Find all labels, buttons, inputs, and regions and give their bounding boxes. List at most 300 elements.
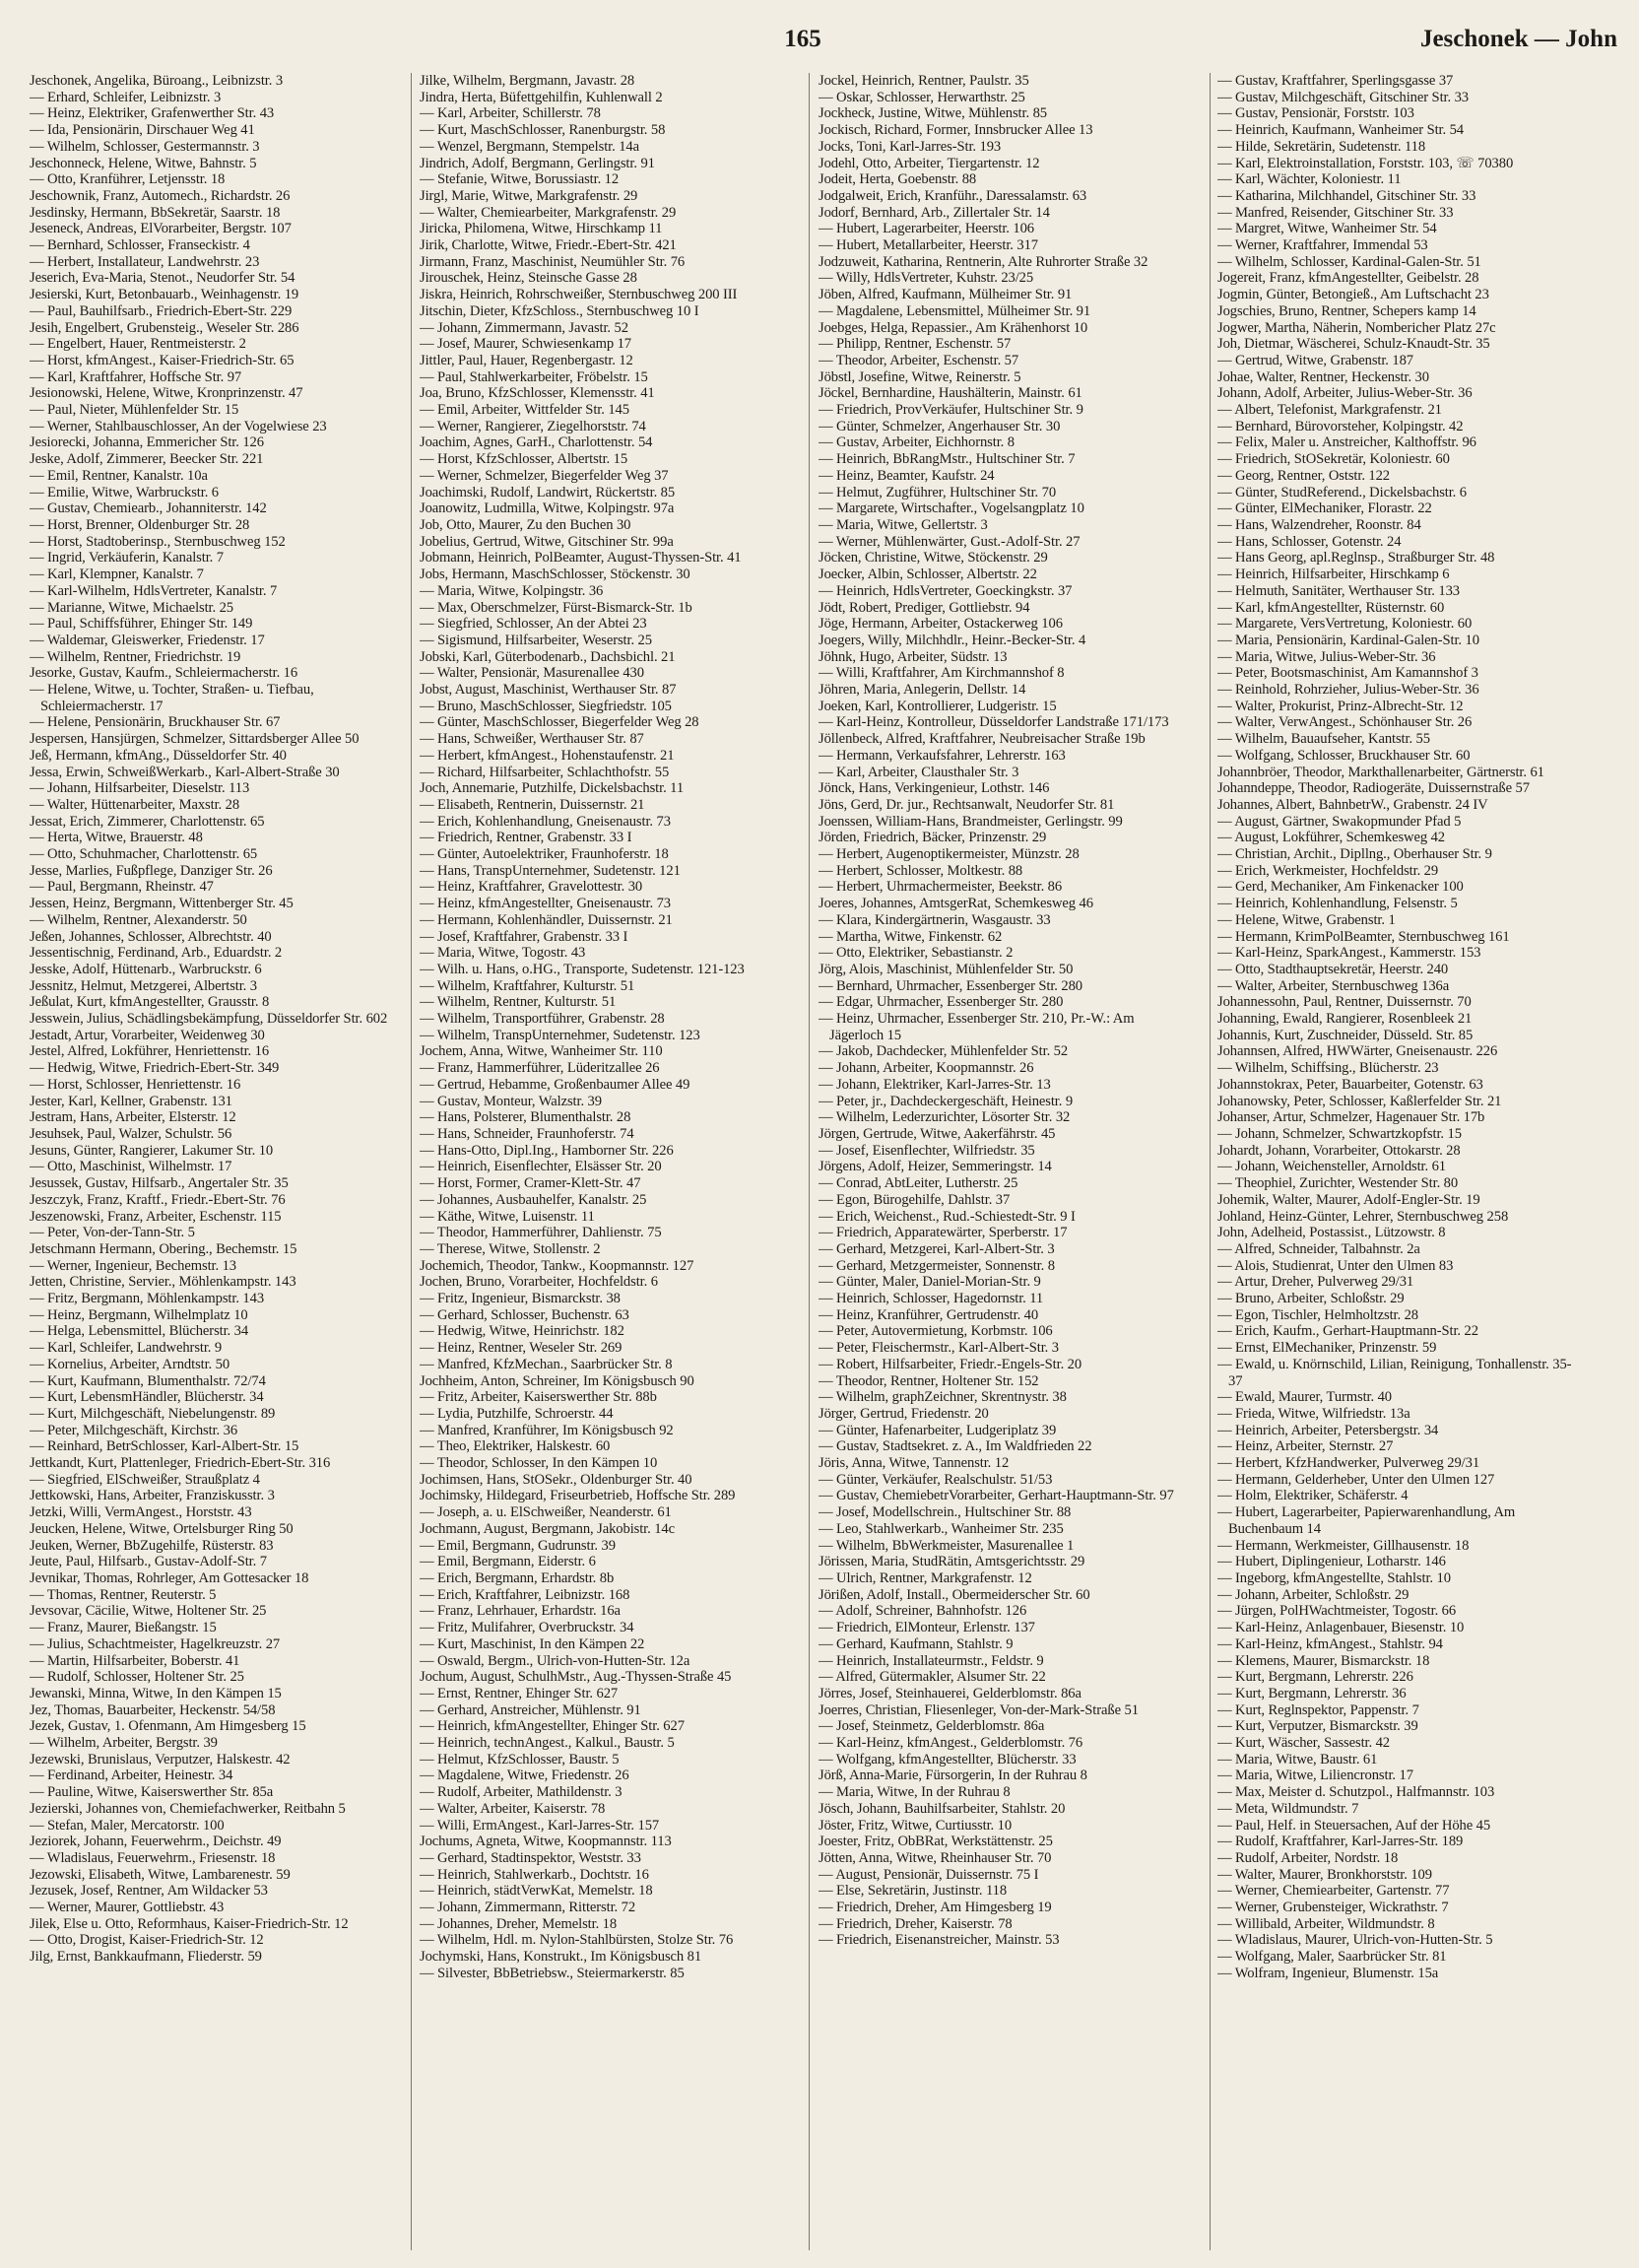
- directory-entry: Jeuken, Werner, BbZugehilfe, Rüsterstr. 83: [30, 1537, 274, 1554]
- directory-entry: Jockel, Heinrich, Rentner, Paulstr. 35: [819, 73, 1029, 89]
- directory-entry: — Paul, Bergmann, Rheinstr. 47: [30, 879, 214, 896]
- directory-entry: — Martin, Hilfsarbeiter, Boberstr. 41: [30, 1652, 240, 1669]
- directory-entry: — Werner, Rangierer, Ziegelhorststr. 74: [420, 418, 646, 434]
- directory-entry: — Emil, Rentner, Kanalstr. 10a: [30, 467, 208, 484]
- directory-entry: Jodehl, Otto, Arbeiter, Tiergartenstr. 12: [819, 155, 1040, 171]
- directory-entry: Jörgen, Gertrude, Witwe, Aakerfährstr. 45: [819, 1126, 1056, 1142]
- directory-entry: — Ewald, Maurer, Turmstr. 40: [1217, 1389, 1393, 1406]
- directory-entry: — Otto, Stadthauptsekretär, Heerstr. 240: [1217, 961, 1449, 977]
- page-number: 165: [784, 26, 821, 52]
- directory-entry: Jobelius, Gertrud, Witwe, Gitschiner Str. 99a: [420, 533, 674, 550]
- directory-entry: — Kurt, Bergmann, Lehrerstr. 36: [1217, 1685, 1407, 1701]
- directory-entry: — Ingeborg, kfmAngestellte, Stahlstr. 10: [1217, 1569, 1451, 1586]
- directory-entry: Jirik, Charlotte, Witwe, Friedr.-Ebert-Str. 421: [420, 237, 677, 254]
- directory-entry: — Emilie, Witwe, Warbruckstr. 6: [30, 484, 219, 500]
- directory-entry: Johanser, Artur, Schmelzer, Hagenauer Str. 17b: [1217, 1109, 1485, 1126]
- directory-entry: — Heinz, Kranführer, Gertrudenstr. 40: [819, 1306, 1039, 1323]
- directory-entry: — Kurt, LebensmHändler, Blücherstr. 34: [30, 1389, 264, 1406]
- directory-entry: — Paul, Bauhilfsarb., Friedrich-Ebert-Str. 229: [30, 302, 293, 319]
- directory-entry: — Erich, Kaufm., Gerhart-Hauptmann-Str. 22: [1217, 1323, 1478, 1340]
- directory-entry: — Karl, Wächter, Koloniestr. 11: [1217, 171, 1402, 188]
- directory-entry: — Otto, Schuhmacher, Charlottenstr. 65: [30, 846, 258, 863]
- directory-entry: — Franz, Maurer, Bießangstr. 15: [30, 1620, 217, 1636]
- directory-entry: — Erich, Kohlenhandlung, Gneisenaustr. 73: [420, 813, 671, 830]
- directory-entry: Johann, Adolf, Arbeiter, Julius-Weber-Str. 36: [1217, 385, 1473, 402]
- directory-entry: — Werner, Schmelzer, Biegerfelder Weg 37: [420, 467, 669, 484]
- directory-entry: — Johann, Elektriker, Karl-Jarres-Str. 13: [819, 1076, 1051, 1093]
- directory-entry: — Karl-Wilhelm, HdlsVertreter, Kanalstr. 7: [30, 582, 278, 599]
- directory-entry: — Otto, Elektriker, Sebastianstr. 2: [819, 945, 1014, 962]
- directory-entry: — Marianne, Witwe, Michaelstr. 25: [30, 599, 233, 616]
- directory-entry: — Heinz, Beamter, Kaufstr. 24: [819, 467, 995, 484]
- directory-entry: — Philipp, Rentner, Eschenstr. 57: [819, 336, 1012, 353]
- directory-entry: — Maria, Witwe, Togostr. 43: [420, 945, 586, 962]
- directory-entry: Jettkowski, Hans, Arbeiter, Franziskusstr. 3: [30, 1488, 275, 1504]
- directory-entry: — Josef, Kraftfahrer, Grabenstr. 33 I: [420, 928, 628, 945]
- directory-entry: Jezewski, Brunislaus, Verputzer, Halskestr. 42: [30, 1751, 291, 1768]
- directory-entry: Johannbröer, Theodor, Markthallenarbeiter, Gärtnerstr. 61: [1217, 764, 1544, 780]
- directory-entry: — Gertrud, Hebamme, Großenbaumer Allee 49: [420, 1076, 690, 1093]
- directory-entry: — Gertrud, Witwe, Grabenstr. 187: [1217, 352, 1413, 368]
- directory-entry: — Maria, Witwe, Gellertstr. 3: [819, 516, 988, 533]
- directory-entry: — Heinrich, BbRangMstr., Hultschiner Str. 7: [819, 451, 1076, 468]
- directory-entry: Jettkandt, Kurt, Plattenleger, Friedrich-Ebert-Str. 316: [30, 1455, 331, 1472]
- directory-entry: — Horst, KfzSchlosser, Albertstr. 15: [420, 451, 628, 468]
- directory-entry: — Helmuth, Sanitäter, Werthauser Str. 133: [1217, 582, 1460, 599]
- directory-entry: — Hans, Walzendreher, Roonstr. 84: [1217, 516, 1421, 533]
- directory-entry: — Ferdinand, Arbeiter, Heinestr. 34: [30, 1768, 233, 1784]
- directory-entry: Johannstokrax, Peter, Bauarbeiter, Gotenstr. 63: [1217, 1076, 1483, 1093]
- directory-entry: — Willibald, Arbeiter, Wildmundstr. 8: [1217, 1915, 1435, 1932]
- directory-entry: Joh, Dietmar, Wäscherei, Schulz-Knaudt-Str. 35: [1217, 336, 1490, 353]
- directory-entry: — Peter, Milchgeschäft, Kirchstr. 36: [30, 1422, 238, 1438]
- directory-entry: Jittler, Paul, Hauer, Regenbergastr. 12: [420, 352, 633, 368]
- directory-entry: — Peter, Fleischermstr., Karl-Albert-Str. 3: [819, 1340, 1059, 1357]
- directory-entry: — Wilhelm, Rentner, Alexanderstr. 50: [30, 911, 247, 928]
- directory-entry: — Egon, Bürogehilfe, Dahlstr. 37: [819, 1191, 1011, 1208]
- directory-entry: Jochimsen, Hans, StOSekr., Oldenburger Str. 40: [420, 1471, 692, 1488]
- directory-entry: — Rudolf, Arbeiter, Nordstr. 18: [1217, 1849, 1399, 1866]
- directory-entry: — Johannes, Ausbauhelfer, Kanalstr. 25: [420, 1191, 647, 1208]
- directory-entry: Johannes, Albert, BahnbetrW., Grabenstr. 24 IV: [1217, 796, 1488, 813]
- directory-entry: Jetten, Christine, Servier., Möhlenkampstr. 143: [30, 1274, 296, 1291]
- directory-entry: Jeserich, Eva-Maria, Stenot., Neudorfer Str. 54: [30, 270, 295, 287]
- directory-entry: — Heinz, Rentner, Weseler Str. 269: [420, 1340, 623, 1357]
- directory-entry: — Leo, Stahlwerkarb., Wanheimer Str. 235: [819, 1520, 1064, 1537]
- directory-entry: — Johann, Hilfsarbeiter, Dieselstr. 113: [30, 780, 250, 797]
- directory-entry: Jödt, Robert, Prediger, Gottliebstr. 94: [819, 599, 1030, 616]
- directory-entry: — Helga, Lebensmittel, Blücherstr. 34: [30, 1323, 249, 1340]
- directory-entry: — Siegfried, Schlosser, An der Abtei 23: [420, 616, 647, 633]
- directory-entry: — Heinz, Kraftfahrer, Gravelottestr. 30: [420, 879, 643, 896]
- directory-entry: — Günter, MaschSchlosser, Biegerfelder Weg 28: [420, 714, 699, 731]
- directory-entry: — Holm, Elektriker, Schäferstr. 4: [1217, 1488, 1409, 1504]
- directory-entry: — Peter, Autovermietung, Korbmstr. 106: [819, 1323, 1053, 1340]
- directory-entry: Johland, Heinz-Günter, Lehrer, Sternbuschweg 258: [1217, 1208, 1509, 1225]
- directory-entry: — Reinhard, BetrSchlosser, Karl-Albert-Str. 15: [30, 1438, 299, 1455]
- directory-entry: Jochheim, Anton, Schreiner, Im Königsbusch 90: [420, 1372, 694, 1389]
- directory-entry: — Walter, Hüttenarbeiter, Maxstr. 28: [30, 796, 240, 813]
- directory-entry: — Wilhelm, TranspUnternehmer, Sudetenstr. 123: [420, 1027, 700, 1043]
- directory-entry: — Hans-Otto, Dipl.Ing., Hamborner Str. 226: [420, 1142, 674, 1159]
- directory-entry: — Emil, Bergmann, Gudrunstr. 39: [420, 1537, 616, 1554]
- directory-entry: — Emil, Bergmann, Eiderstr. 6: [420, 1554, 596, 1570]
- directory-entry: — Erich, Weichenst., Rud.-Schiestedt-Str. 9 I: [819, 1208, 1076, 1225]
- directory-entry: — Kurt, MaschSchlosser, Ranenburgstr. 58: [420, 122, 666, 139]
- directory-entry: — Herta, Witwe, Brauerstr. 48: [30, 830, 203, 846]
- directory-entry: — Gustav, Monteur, Walzstr. 39: [420, 1093, 602, 1109]
- directory-entry: — Silvester, BbBetriebsw., Steiermarkerstr. 85: [420, 1965, 685, 1981]
- directory-column-4: [1217, 73, 1584, 2255]
- directory-entry: — Sigismund, Hilfsarbeiter, Weserstr. 25: [420, 632, 652, 648]
- directory-entry: — Hermann, Verkaufsfahrer, Lehrerstr. 163: [819, 747, 1066, 764]
- directory-entry: — Wilhelm, Hdl. m. Nylon-Stahlbürsten, Stolze Str. 76: [420, 1932, 734, 1949]
- directory-entry: Jodgalweit, Erich, Kranführ., Daressalamstr. 63: [819, 187, 1087, 204]
- directory-entry: — Martha, Witwe, Finkenstr. 62: [819, 928, 1003, 945]
- directory-entry: — Heinrich, Arbeiter, Petersbergstr. 34: [1217, 1422, 1439, 1438]
- directory-entry: — Franz, Lehrhauer, Erhardstr. 16a: [420, 1603, 621, 1620]
- directory-entry: Jogereit, Franz, kfmAngestellter, Geibelstr. 28: [1217, 270, 1479, 287]
- directory-entry: Jesih, Engelbert, Grubensteig., Weseler Str. 286: [30, 319, 299, 336]
- directory-entry: — Frieda, Witwe, Wilfriedstr. 13a: [1217, 1405, 1410, 1422]
- directory-entry: Joester, Fritz, ObBRat, Werkstättenstr. 25: [819, 1834, 1053, 1850]
- directory-entry: — Hilde, Sekretärin, Sudetenstr. 118: [1217, 138, 1426, 155]
- directory-entry: — Georg, Rentner, Oststr. 122: [1217, 467, 1391, 484]
- directory-entry: — Karl, Arbeiter, Schillerstr. 78: [420, 105, 601, 122]
- directory-entry: — Erhard, Schleifer, Leibnizstr. 3: [30, 89, 222, 105]
- directory-entry: — Gustav, Chemiearb., Johanniterstr. 142: [30, 500, 267, 517]
- directory-entry: — Therese, Witwe, Stollenstr. 2: [420, 1240, 601, 1257]
- directory-entry: Jöllenbeck, Alfred, Kraftfahrer, Neubreisacher Straße 19b: [819, 731, 1146, 748]
- directory-entry: Jöben, Alfred, Kaufmann, Mülheimer Str. 91: [819, 287, 1073, 303]
- directory-entry: — Horst, Stadtoberinsp., Sternbuschweg 152: [30, 533, 286, 550]
- directory-entry: Jeß, Hermann, kfmAng., Düsseldorfer Str. 40: [30, 747, 287, 764]
- directory-entry: — Otto, Maschinist, Wilhelmstr. 17: [30, 1159, 232, 1175]
- directory-entry: Jesionowski, Helene, Witwe, Kronprinzenstr. 47: [30, 385, 303, 402]
- directory-entry: Job, Otto, Maurer, Zu den Buchen 30: [420, 516, 631, 533]
- directory-entry: — Karl-Heinz, Anlagenbauer, Biesenstr. 10: [1217, 1620, 1465, 1636]
- directory-entry: — Pauline, Witwe, Kaiserswerther Str. 85a: [30, 1784, 274, 1801]
- directory-entry: — Julius, Schachtmeister, Hagelkreuzstr. 27: [30, 1635, 281, 1652]
- directory-entry: — Ulrich, Rentner, Markgrafenstr. 12: [819, 1569, 1032, 1586]
- directory-entry: Johardt, Johann, Vorarbeiter, Ottokarstr. 28: [1217, 1142, 1461, 1159]
- directory-entry: Johanndeppe, Theodor, Radiogeräte, Duissernstraße 57: [1217, 780, 1530, 797]
- directory-entry: Jevsovar, Cäcilie, Witwe, Holtener Str. 25: [30, 1603, 267, 1620]
- directory-entry: Jindrich, Adolf, Bergmann, Gerlingstr. 91: [420, 155, 655, 171]
- directory-entry: Jöns, Gerd, Dr. jur., Rechtsanwalt, Neudorfer Str. 81: [819, 796, 1115, 813]
- directory-entry: Jeschownik, Franz, Automech., Richardstr. 26: [30, 187, 291, 204]
- directory-entry: — Maria, Witwe, Liliencronstr. 17: [1217, 1768, 1413, 1784]
- directory-entry: — Wilh. u. Hans, o.HG., Transporte, Sudetenstr. 121-123: [420, 961, 745, 977]
- directory-entry: — Ewald, u. Knörnschild, Lilian, Reinigung, Tonhallenstr. 35-37: [1217, 1356, 1572, 1389]
- directory-entry: Johemik, Walter, Maurer, Adolf-Engler-Str. 19: [1217, 1191, 1480, 1208]
- directory-entry: — Friedrich, Eisenanstreicher, Mainstr. 53: [819, 1932, 1060, 1949]
- directory-entry: — Heinrich, HdlsVertreter, Goeckingkstr. 37: [819, 582, 1073, 599]
- directory-entry: Jessentischnig, Ferdinand, Arb., Eduardstr. 2: [30, 945, 283, 962]
- directory-entry: Jeschonek, Angelika, Büroang., Leibnizstr. 3: [30, 73, 284, 89]
- directory-entry: — Wilhelm, Schlosser, Kardinal-Galen-Str. 51: [1217, 253, 1481, 270]
- directory-entry: — Günter, Maler, Daniel-Morian-Str. 9: [819, 1274, 1041, 1291]
- directory-entry: — Wolfgang, Maler, Saarbrücker Str. 81: [1217, 1949, 1447, 1966]
- directory-entry: — Fritz, Bergmann, Möhlenkampstr. 143: [30, 1291, 265, 1307]
- directory-entry: — Kurt, Milchgeschäft, Niebelungenstr. 89: [30, 1405, 276, 1422]
- directory-entry: Joecker, Albin, Schlosser, Albertstr. 22: [819, 567, 1037, 583]
- directory-entry: — Hermann, Gelderheber, Unter den Ulmen 127: [1217, 1471, 1495, 1488]
- directory-entry: Johannessohn, Paul, Rentner, Duissernstr. 70: [1217, 994, 1472, 1011]
- directory-entry: — Gerhard, Stadtinspektor, Weststr. 33: [420, 1849, 641, 1866]
- directory-entry: Jogmin, Günter, Betongieß., Am Luftschacht 23: [1217, 287, 1489, 303]
- directory-entry: Jocks, Toni, Karl-Jarres-Str. 193: [819, 138, 1002, 155]
- directory-entry: — Bruno, Arbeiter, Schloßstr. 29: [1217, 1291, 1405, 1307]
- directory-entry: Johannsen, Alfred, HWWärter, Gneisenaustr. 226: [1217, 1043, 1498, 1060]
- directory-entry: — Walter, Arbeiter, Kaiserstr. 78: [420, 1800, 606, 1817]
- directory-entry: Johanning, Ewald, Rangierer, Rosenbleek 21: [1217, 1011, 1473, 1028]
- directory-entry: — Peter, Bootsmaschinist, Am Kamannshof 3: [1217, 665, 1478, 682]
- directory-entry: Jindra, Herta, Büfettgehilfin, Kuhlenwall 2: [420, 89, 663, 105]
- directory-entry: Jesiorecki, Johanna, Emmericher Str. 126: [30, 434, 264, 451]
- directory-entry: Joeres, Johannes, AmtsgerRat, Schemkesweg 46: [819, 896, 1093, 912]
- directory-entry: Jeßen, Johannes, Schlosser, Albrechtstr. 40: [30, 928, 272, 945]
- directory-entry: — Karl, Kraftfahrer, Hoffsche Str. 97: [30, 368, 242, 385]
- column-divider: [1210, 73, 1211, 2250]
- directory-entry: — Otto, Kranführer, Letjensstr. 18: [30, 171, 226, 188]
- directory-entry: — Gerhard, Metzgerei, Karl-Albert-Str. 3: [819, 1240, 1055, 1257]
- directory-entry: — Willi, Kraftfahrer, Am Kirchmannshof 8: [819, 665, 1065, 682]
- directory-entry: — Wilhelm, Bauaufseher, Kantstr. 55: [1217, 731, 1430, 748]
- directory-entry: — Theo, Elektriker, Halskestr. 60: [420, 1438, 611, 1455]
- directory-entry: — Wilhelm, graphZeichner, Skrentnystr. 38: [819, 1389, 1067, 1406]
- directory-entry: Jewanski, Minna, Witwe, In den Kämpen 15: [30, 1685, 282, 1701]
- directory-entry: — Horst, Schlosser, Henriettenstr. 16: [30, 1076, 241, 1093]
- directory-entry: — Manfred, KfzMechan., Saarbrücker Str. 8: [420, 1356, 673, 1372]
- directory-entry: — Günter, Schmelzer, Angerhauser Str. 30: [819, 418, 1061, 434]
- directory-entry: — Herbert, Uhrmachermeister, Beekstr. 86: [819, 879, 1063, 896]
- directory-entry: — Heinrich, Schlosser, Hagedornstr. 11: [819, 1291, 1044, 1307]
- directory-entry: Jesdinsky, Hermann, BbSekretär, Saarstr. 18: [30, 204, 281, 221]
- directory-entry: Jochmann, August, Bergmann, Jakobistr. 14c: [420, 1520, 676, 1537]
- directory-entry: Jochimsky, Hildegard, Friseurbetrieb, Hoffsche Str. 289: [420, 1488, 736, 1504]
- directory-entry: — Erich, Bergmann, Erhardstr. 8b: [420, 1569, 615, 1586]
- directory-entry: — Friedrich, Apparatewärter, Sperberstr. 17: [819, 1225, 1068, 1241]
- directory-entry: — Herbert, KfzHandwerker, Pulverweg 29/31: [1217, 1455, 1480, 1472]
- directory-entry: Jörden, Friedrich, Bäcker, Prinzenstr. 29: [819, 830, 1047, 846]
- directory-entry: — Josef, Steinmetz, Gelderblomstr. 86a: [819, 1718, 1045, 1735]
- directory-entry: — Manfred, Reisender, Gitschiner Str. 33: [1217, 204, 1454, 221]
- directory-entry: — Oswald, Bergm., Ulrich-von-Hutten-Str. 12a: [420, 1652, 690, 1669]
- directory-entry: Jöbstl, Josefine, Witwe, Reinerstr. 5: [819, 368, 1021, 385]
- directory-entry: — Hedwig, Witwe, Friedrich-Ebert-Str. 349: [30, 1060, 280, 1077]
- directory-entry: — Gustav, Arbeiter, Eichhornstr. 8: [819, 434, 1015, 451]
- directory-entry: — Klemens, Maurer, Bismarckstr. 18: [1217, 1652, 1430, 1669]
- column-divider: [411, 73, 412, 2250]
- directory-entry: Jogwer, Martha, Näherin, Nombericher Platz 27c: [1217, 319, 1496, 336]
- directory-entry: — Kornelius, Arbeiter, Arndtstr. 50: [30, 1356, 230, 1372]
- directory-entry: — Günter, Hafenarbeiter, Ludgeriplatz 39: [819, 1422, 1057, 1438]
- directory-entry: — Johann, Arbeiter, Koopmannstr. 26: [819, 1060, 1034, 1077]
- directory-entry: — Gerhard, Anstreicher, Mühlenstr. 91: [420, 1701, 641, 1718]
- directory-entry: Jirgl, Marie, Witwe, Markgrafenstr. 29: [420, 187, 638, 204]
- directory-entry: — Horst, Brenner, Oldenburger Str. 28: [30, 516, 250, 533]
- directory-entry: — Kurt, Kaufmann, Blumenthalstr. 72/74: [30, 1372, 266, 1389]
- directory-entry: Jöge, Hermann, Arbeiter, Ostackerweg 106: [819, 616, 1063, 633]
- directory-entry: — Wenzel, Bergmann, Stempelstr. 14a: [420, 138, 639, 155]
- directory-entry: — Franz, Hammerführer, Lüderitzallee 26: [420, 1060, 660, 1077]
- directory-entry: — Ernst, Rentner, Ehinger Str. 627: [420, 1685, 619, 1701]
- directory-entry: Jesse, Marlies, Fußpflege, Danziger Str. 26: [30, 862, 273, 879]
- directory-entry: Jochymski, Hans, Konstrukt., Im Königsbusch 81: [420, 1949, 702, 1966]
- directory-entry: — Herbert, Installateur, Landwehrstr. 23: [30, 253, 260, 270]
- directory-entry: — Josef, Eisenflechter, Wilfriedstr. 35: [819, 1142, 1035, 1159]
- directory-entry: Jösch, Johann, Bauhilfsarbeiter, Stahlstr. 20: [819, 1800, 1066, 1817]
- directory-entry: — Käthe, Witwe, Luisenstr. 11: [420, 1208, 595, 1225]
- directory-entry: — Fritz, Mulifahrer, Overbruckstr. 34: [420, 1620, 634, 1636]
- directory-entry: Jesske, Adolf, Hüttenarb., Warbruckstr. 6: [30, 961, 262, 977]
- directory-entry: — Lydia, Putzhilfe, Schroerstr. 44: [420, 1405, 614, 1422]
- directory-entry: — Werner, Mühlenwärter, Gust.-Adolf-Str. 27: [819, 533, 1081, 550]
- directory-entry: Jezierski, Johannes von, Chemiefachwerker, Reitbahn 5: [30, 1800, 346, 1817]
- directory-entry: — Magdalene, Lebensmittel, Mülheimer Str. 91: [819, 302, 1091, 319]
- directory-entry: Jestadt, Artur, Vorarbeiter, Weidenweg 30: [30, 1027, 265, 1043]
- directory-entry: — Heinz, kfmAngestellter, Gneisenaustr. 73: [420, 896, 672, 912]
- directory-entry: — Wilhelm, Schlosser, Gestermannstr. 3: [30, 138, 260, 155]
- directory-entry: — Kurt, Bergmann, Lehrerstr. 226: [1217, 1669, 1413, 1686]
- directory-entry: — Jakob, Dachdecker, Mühlenfelder Str. 52: [819, 1043, 1069, 1060]
- directory-entry: Jestram, Hans, Arbeiter, Elsterstr. 12: [30, 1109, 236, 1126]
- directory-entry: Jobmann, Heinrich, PolBeamter, August-Thyssen-Str. 41: [420, 550, 742, 567]
- directory-entry: — Hermann, KrimPolBeamter, Sternbuschweg 161: [1217, 928, 1510, 945]
- directory-entry: Jörißen, Adolf, Install., Obermeiderscher Str. 60: [819, 1586, 1090, 1603]
- directory-entry: Jockisch, Richard, Former, Innsbrucker Allee 13: [819, 122, 1093, 139]
- directory-entry: — Theodor, Arbeiter, Eschenstr. 57: [819, 352, 1019, 368]
- directory-entry: Jochemich, Theodor, Tankw., Koopmannstr. 127: [420, 1257, 694, 1274]
- directory-entry: — Wolfram, Ingenieur, Blumenstr. 15a: [1217, 1965, 1439, 1981]
- directory-entry: Johanowsky, Peter, Schlosser, Kaßlerfelder Str. 21: [1217, 1093, 1502, 1109]
- directory-entry: Jesuhsek, Paul, Walzer, Schulstr. 56: [30, 1126, 232, 1142]
- directory-entry: Jiricka, Philomena, Witwe, Hirschkamp 11: [420, 221, 663, 237]
- directory-entry: — Johannes, Dreher, Memelstr. 18: [420, 1915, 618, 1932]
- directory-entry: — Friedrich, Dreher, Am Himgesberg 19: [819, 1900, 1052, 1916]
- directory-entry: — Erich, Kraftfahrer, Leibnizstr. 168: [420, 1586, 630, 1603]
- directory-entry: Jobski, Karl, Güterbodenarb., Dachsbichl. 21: [420, 648, 676, 665]
- directory-entry: — Heinz, Arbeiter, Sternstr. 27: [1217, 1438, 1394, 1455]
- directory-entry: Joachim, Agnes, GarH., Charlottenstr. 54: [420, 434, 653, 451]
- directory-entry: — Richard, Hilfsarbeiter, Schlachthofstr. 55: [420, 764, 670, 780]
- directory-entry: Jobs, Hermann, MaschSchlosser, Stöckenstr. 30: [420, 567, 690, 583]
- directory-entry: — Hedwig, Witwe, Heinrichstr. 182: [420, 1323, 624, 1340]
- directory-entry: — Peter, jr., Dachdeckergeschäft, Heinestr. 9: [819, 1093, 1074, 1109]
- directory-entry: — Hermann, Kohlenhändler, Duissernstr. 21: [420, 911, 673, 928]
- directory-entry: Jochem, Anna, Witwe, Wanheimer Str. 110: [420, 1043, 663, 1060]
- directory-entry: Jötten, Anna, Witwe, Rheinhauser Str. 70: [819, 1849, 1052, 1866]
- directory-entry: — Bernhard, Schlosser, Franseckistr. 4: [30, 237, 250, 254]
- directory-entry: Johannis, Kurt, Zuschneider, Düsseld. Str. 85: [1217, 1027, 1474, 1043]
- directory-entry: Jesierski, Kurt, Betonbauarb., Weinhagenstr. 19: [30, 287, 299, 303]
- directory-entry: — Hans, Schlosser, Gotenstr. 24: [1217, 533, 1402, 550]
- directory-entry: — Bruno, MaschSchlosser, Siegfriedstr. 105: [420, 698, 672, 714]
- directory-entry: — Walter, Pensionär, Masurenallee 430: [420, 665, 644, 682]
- directory-entry: — Max, Oberschmelzer, Fürst-Bismarck-Str. 1b: [420, 599, 692, 616]
- directory-entry: — Walter, Chemiearbeiter, Markgrafenstr. 29: [420, 204, 677, 221]
- directory-entry: — August, Lokführer, Schemkesweg 42: [1217, 830, 1445, 846]
- directory-entry: — Friedrich, Dreher, Kaiserstr. 78: [819, 1915, 1013, 1932]
- directory-entry: Jeseneck, Andreas, ElVorarbeiter, Bergstr. 107: [30, 221, 292, 237]
- directory-entry: Joerres, Christian, Fliesenleger, Von-der-Mark-Straße 51: [819, 1701, 1139, 1718]
- directory-entry: — Thomas, Rentner, Reuterstr. 5: [30, 1586, 217, 1603]
- directory-entry: — Ida, Pensionärin, Dirschauer Weg 41: [30, 122, 255, 139]
- directory-entry: — Johann, Schmelzer, Schwartzkopfstr. 15: [1217, 1126, 1462, 1142]
- directory-entry: — Paul, Nieter, Mühlenfelder Str. 15: [30, 402, 239, 419]
- directory-entry: — Wilhelm, BbWerkmeister, Masurenallee 1: [819, 1537, 1075, 1554]
- directory-entry: Jöhnk, Hugo, Arbeiter, Südstr. 13: [819, 648, 1008, 665]
- directory-entry: — Wilhelm, Lederzurichter, Lösorter Str. 32: [819, 1109, 1071, 1126]
- directory-entry: — Paul, Helf. in Steuersachen, Auf der Höhe 45: [1217, 1817, 1491, 1834]
- directory-entry: — Jürgen, PolHWachtmeister, Togostr. 66: [1217, 1603, 1457, 1620]
- directory-entry: — Wladislaus, Feuerwehrm., Friesenstr. 18: [30, 1849, 276, 1866]
- directory-entry: — Paul, Schiffsführer, Ehinger Str. 149: [30, 616, 253, 633]
- directory-entry: Jeschonneck, Helene, Witwe, Bahnstr. 5: [30, 155, 257, 171]
- directory-entry: — Karl-Heinz, Kontrolleur, Düsseldorfer Landstraße 171/173: [819, 714, 1169, 731]
- directory-entry: — Günter, ElMechaniker, Florastr. 22: [1217, 500, 1432, 517]
- directory-entry: — Rudolf, Kraftfahrer, Karl-Jarres-Str. 189: [1217, 1834, 1464, 1850]
- directory-entry: Jörres, Josef, Steinhauerei, Gelderblomstr. 86a: [819, 1685, 1082, 1701]
- directory-entry: — Wilhelm, Transportführer, Grabenstr. 28: [420, 1011, 665, 1028]
- directory-entry: — Willi, ErmAngest., Karl-Jarres-Str. 157: [420, 1817, 660, 1834]
- directory-entry: Jetschmann Hermann, Obering., Bechemstr. 15: [30, 1240, 297, 1257]
- directory-entry: Joeken, Karl, Kontrollierer, Ludgeristr. 15: [819, 698, 1057, 714]
- directory-column-2: [420, 73, 786, 2255]
- directory-entry: — Karl-Heinz, kfmAngest., Gelderblomstr. 76: [819, 1735, 1083, 1752]
- directory-entry: — Theodor, Hammerführer, Dahlienstr. 75: [420, 1225, 662, 1241]
- directory-entry: — Hubert, Diplingenieur, Lotharstr. 146: [1217, 1554, 1446, 1570]
- directory-entry: — Kurt, Maschinist, In den Kämpen 22: [420, 1635, 645, 1652]
- directory-entry: — Alfred, Schneider, Talbahnstr. 2a: [1217, 1240, 1420, 1257]
- directory-entry: Jörß, Anna-Marie, Fürsorgerin, In der Ruhrau 8: [819, 1768, 1087, 1784]
- directory-entry: — Alois, Studienrat, Unter den Ulmen 83: [1217, 1257, 1454, 1274]
- directory-entry: — Theodor, Schlosser, In den Kämpen 10: [420, 1455, 658, 1472]
- directory-entry: — Ernst, ElMechaniker, Prinzenstr. 59: [1217, 1340, 1437, 1357]
- directory-entry: Jörissen, Maria, StudRätin, Amtsgerichtsstr. 29: [819, 1554, 1085, 1570]
- directory-entry: — Gerd, Mechaniker, Am Finkenacker 100: [1217, 879, 1464, 896]
- directory-entry: Jodeit, Herta, Goebenstr. 88: [819, 171, 977, 188]
- running-head: Jeschonek — John: [1419, 26, 1617, 52]
- directory-entry: Jestel, Alfred, Lokführer, Henriettenstr. 16: [30, 1043, 270, 1060]
- directory-entry: Jörgens, Adolf, Heizer, Semmeringstr. 14: [819, 1159, 1052, 1175]
- directory-entry: — Rudolf, Schlosser, Holtener Str. 25: [30, 1669, 244, 1686]
- directory-entry: — Margret, Witwe, Wanheimer Str. 54: [1217, 221, 1437, 237]
- directory-entry: — Walter, Maurer, Bronkhorststr. 109: [1217, 1866, 1432, 1883]
- directory-entry: — Horst, Former, Cramer-Klett-Str. 47: [420, 1175, 641, 1192]
- directory-entry: — Wilhelm, Rentner, Friedrichstr. 19: [30, 648, 241, 665]
- directory-entry: Jogschies, Bruno, Rentner, Schepers kamp 14: [1217, 302, 1476, 319]
- directory-entry: — Helmut, KfzSchlosser, Baustr. 5: [420, 1751, 620, 1768]
- directory-entry: — Heinrich, kfmAngestellter, Ehinger Str. 627: [420, 1718, 685, 1735]
- directory-entry: — Maria, Witwe, In der Ruhrau 8: [819, 1784, 1011, 1801]
- directory-entry: Jespersen, Hansjürgen, Schmelzer, Sittardsberger Allee 50: [30, 731, 360, 748]
- directory-entry: — Karl, Schleifer, Landwehrstr. 9: [30, 1340, 223, 1357]
- directory-entry: — Friedrich, Rentner, Grabenstr. 33 I: [420, 830, 632, 846]
- directory-entry: — Günter, Verkäufer, Realschulstr. 51/53: [819, 1471, 1053, 1488]
- directory-entry: — Bernhard, Uhrmacher, Essenberger Str. 280: [819, 977, 1082, 994]
- directory-entry: — Wilhelm, Arbeiter, Bergstr. 39: [30, 1735, 218, 1752]
- directory-entry: — Hans, TranspUnternehmer, Sudetenstr. 121: [420, 862, 681, 879]
- directory-entry: Jörger, Gertrud, Friedenstr. 20: [819, 1405, 989, 1422]
- directory-entry: — Walter, Prokurist, Prinz-Albrecht-Str. 12: [1217, 698, 1464, 714]
- directory-entry: — Werner, Stahlbauschlosser, An der Vogelwiese 23: [30, 418, 327, 434]
- directory-entry: — Herbert, kfmAngest., Hohenstaufenstr. 21: [420, 747, 675, 764]
- directory-entry: — Magdalene, Witwe, Friedenstr. 26: [420, 1768, 629, 1784]
- directory-entry: — Friedrich, ProvVerkäufer, Hultschiner Str. 9: [819, 402, 1083, 419]
- directory-entry: — Gustav, Kraftfahrer, Sperlingsgasse 37: [1217, 73, 1454, 89]
